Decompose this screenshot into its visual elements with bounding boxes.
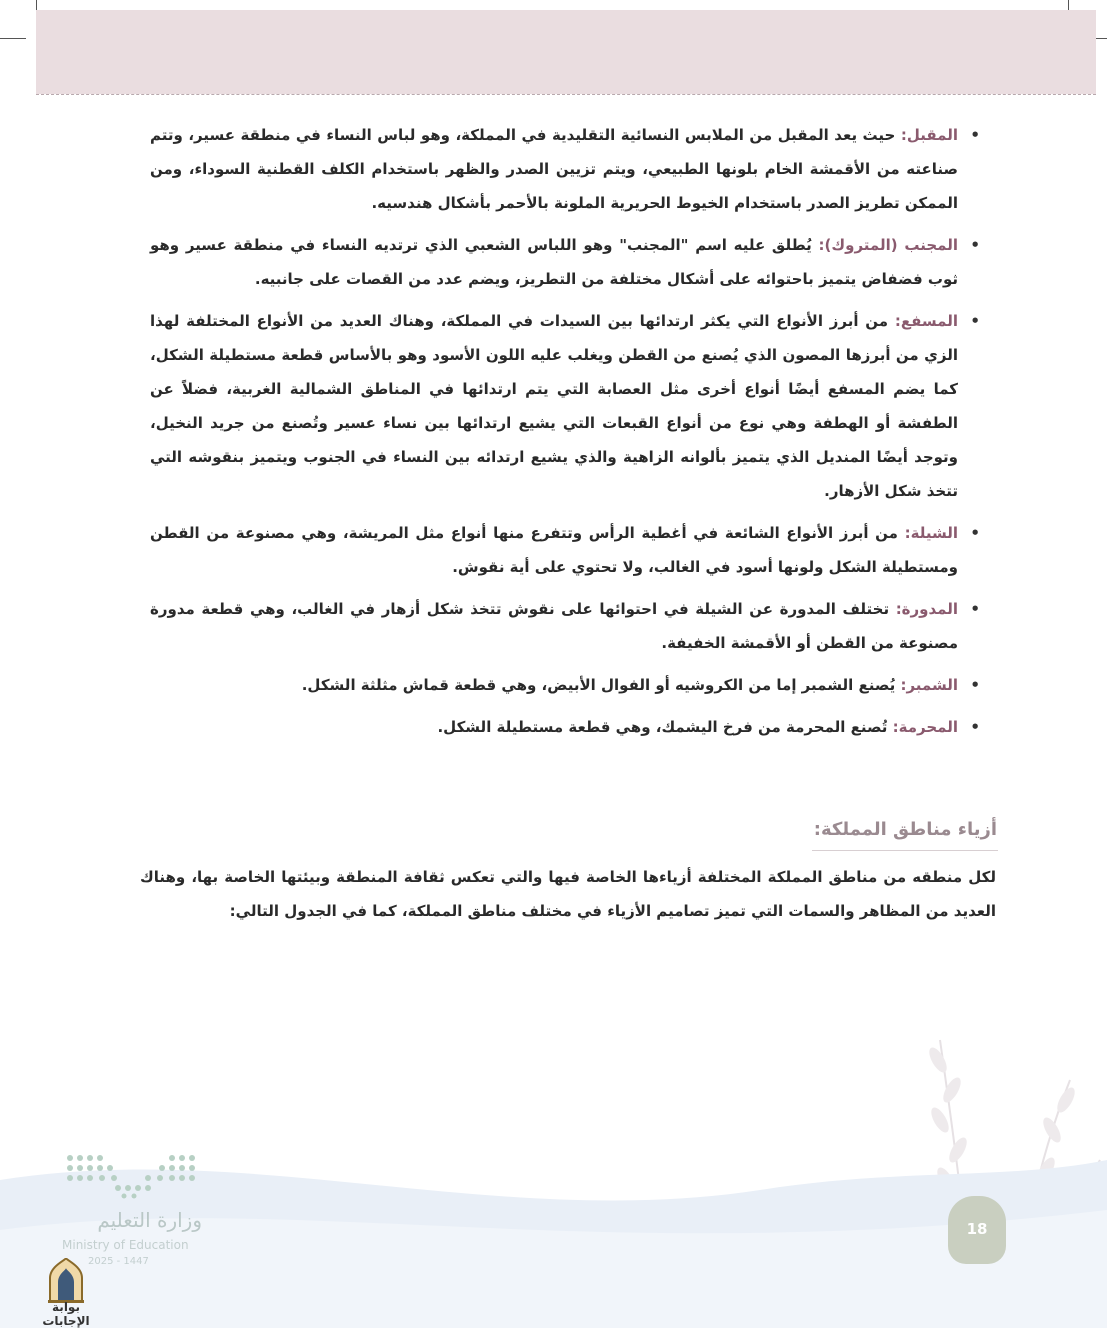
- list-item: [150, 118, 980, 220]
- item-text: حيث يعد المقبل من الملابس النسائية التقليدية في المملكة، وهو لباس النساء في منطقة عسير، وتتم صناعته من الأقمشة الخام بلونها الطبيعي، ويتم تزيين الصدر والظهر باستخدام الكلف القطنية السوداء، ومن الممكن تطريز الصدر باستخدام الخيوط الحريرية الملونة بالأحمر بأشكال هندسيه.: [150, 126, 958, 212]
- list-item: [150, 592, 980, 660]
- item-term: الشمبر:: [900, 676, 958, 694]
- header-band: [36, 10, 1096, 94]
- crop-mark: [0, 38, 26, 39]
- item-text: تختلف المدورة عن الشيلة في احتوائها على نقوش تتخذ شكل أزهار في الغالب، وهي قطعة مدورة مصنوعة من القطن أو الأقمشة الخفيفة.: [150, 600, 958, 652]
- list-item: [150, 516, 980, 584]
- item-term: المجنب (المتروك):: [818, 236, 958, 254]
- bullet-list: [150, 118, 980, 752]
- item-text: تُصنع المحرمة من فرخ اليشمك، وهي قطعة مستطيلة الشكل.: [437, 718, 893, 736]
- item-text: يُطلق عليه اسم "المجنب" وهو اللباس الشعبي الذي ترتديه النساء في منطقة عسير وهو ثوب فضفاض يتميز باحتوائه على أشكال مختلفة من التطريز، ويضم عدد من القصات على جانبيه.: [150, 236, 958, 288]
- watermark-label: بوابة الإجابات: [42, 1300, 90, 1328]
- item-term: الشيلة:: [904, 524, 958, 542]
- section-paragraph: لكل منطقه من مناطق المملكة المختلفة أزياءها الخاصة فيها والتي تعكس ثقافة المنطقة وبيئتها الخاصة بها، وهناك العديد من المظاهر والسمات التي تميز تصاميم الأزياء في مختلف مناطق المملكة، كما في الجدول التالي:: [140, 868, 996, 920]
- item-text: يُصنع الشمبر إما من الكروشيه أو الفوال الأبيض، وهي قطعة قماش مثلثة الشكل.: [301, 676, 901, 694]
- item-term: المحرمة:: [892, 718, 958, 736]
- header-divider: [36, 94, 1096, 95]
- watermark-mosque-icon: [44, 1256, 88, 1304]
- item-term: المدورة:: [895, 600, 958, 618]
- ministry-name-arabic: وزارة التعليم: [97, 1208, 202, 1232]
- item-term: المسفع:: [894, 312, 958, 330]
- section-rule: [812, 850, 998, 851]
- list-item: [150, 668, 980, 702]
- page-number: 18: [948, 1196, 1006, 1264]
- section-title: أزياء مناطق المملكة:: [813, 819, 997, 840]
- list-item: [150, 710, 980, 744]
- item-term: المقبل:: [900, 126, 958, 144]
- item-text: من أبرز الأنواع التي يكثر ارتدائها بين السيدات في المملكة، وهناك العديد من الأنواع المختلفة لهذا الزي من أبرزها المصون الذي يُصنع من القطن ويغلب عليه اللون الأسود وهو بالأساس قطعة مستطيلة الشكل، كما يضم المسفع أيضًا أنواع أخرى مثل العصابة التي يتم ارتدائها في المناطق الشمالية الغربية، فضلاً عن الطفشة أو الهطفة وهي نوع من أنواع القبعات التي يشيع ارتدائها بين نساء عسير وتُصنع من جريد النخيل، وتوجد أيضًا المنديل الذي يتميز بألوانه الزاهية والذي يشيع ارتدائه بين النساء في الجنوب ويتميز بنقوشه التي تتخذ شكل الأزهار.: [150, 312, 958, 500]
- list-item: [150, 228, 980, 296]
- ministry-name-english: Ministry of Education: [62, 1238, 189, 1252]
- item-text: من أبرز الأنواع الشائعة في أغطية الرأس وتتفرع منها أنواع مثل المريشة، وهي مصنوعة من القطن ومستطيلة الشكل ولونها أسود في الغالب، ولا تحتوي على أية نقوش.: [150, 524, 958, 576]
- list-item: [150, 304, 980, 508]
- ministry-logo-icon: [62, 1152, 202, 1202]
- ministry-year: 2025 - 1447: [88, 1256, 149, 1267]
